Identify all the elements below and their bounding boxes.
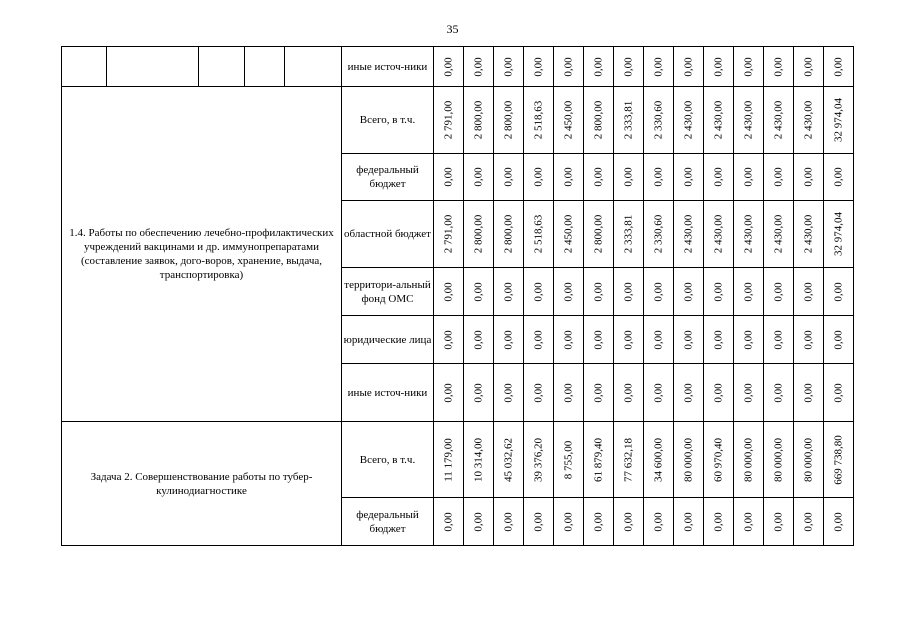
value-cell (554, 201, 584, 268)
value-cell (494, 47, 524, 87)
value-cell (764, 498, 794, 546)
value-text: 0,00 (712, 511, 724, 532)
value-cell (614, 154, 644, 201)
funding-source-label: федеральный бюджет (342, 154, 434, 201)
value-text: 0,00 (832, 281, 844, 302)
value-cell (554, 87, 584, 154)
value-cell (554, 364, 584, 422)
value-cell (494, 87, 524, 154)
value-text: 2 430,00 (712, 100, 724, 140)
value-text: 0,00 (712, 382, 724, 403)
value-cell (824, 201, 854, 268)
value-cell (704, 316, 734, 364)
value-text: 2 800,00 (502, 214, 514, 254)
value-text: 669 738,80 (832, 434, 844, 485)
value-text: 0,00 (772, 511, 784, 532)
value-cell (464, 316, 494, 364)
value-text: 0,00 (592, 329, 604, 350)
value-text: 0,00 (592, 167, 604, 187)
value-cell (584, 201, 614, 268)
value-text: 0,00 (472, 56, 484, 77)
empty-cell (245, 47, 285, 87)
value-text: 2 518,63 (532, 214, 544, 254)
value-text: 80 000,00 (682, 437, 694, 482)
value-cell (674, 87, 704, 154)
value-cell (584, 154, 614, 201)
budget-table (61, 46, 854, 546)
value-text: 2 800,00 (592, 100, 604, 140)
value-cell (584, 422, 614, 498)
value-cell (704, 498, 734, 546)
value-cell (734, 201, 764, 268)
value-text: 0,00 (532, 281, 544, 302)
value-cell (764, 87, 794, 154)
value-cell (524, 422, 554, 498)
value-cell (794, 498, 824, 546)
value-text: 77 632,18 (622, 437, 634, 482)
value-text: 2 430,00 (802, 214, 814, 254)
value-text: 0,00 (502, 56, 514, 77)
value-cell (734, 47, 764, 87)
value-cell (584, 498, 614, 546)
value-text: 2 430,00 (682, 214, 694, 254)
value-text: 2 450,00 (562, 100, 574, 140)
page-number: 35 (446, 22, 459, 36)
value-text: 0,00 (832, 167, 844, 187)
value-text: 0,00 (802, 329, 814, 350)
funding-source-label: Всего, в т.ч. (342, 87, 434, 154)
value-text: 0,00 (532, 511, 544, 532)
value-text: 2 791,00 (442, 214, 454, 254)
value-text: 0,00 (712, 167, 724, 187)
value-text: 0,00 (652, 281, 664, 302)
value-cell (674, 498, 704, 546)
value-cell (584, 316, 614, 364)
value-cell (464, 201, 494, 268)
value-cell (734, 154, 764, 201)
value-text: 0,00 (562, 511, 574, 532)
value-cell (674, 154, 704, 201)
value-text: 60 970,40 (712, 437, 724, 482)
value-cell (644, 87, 674, 154)
value-cell (434, 47, 464, 87)
value-cell (554, 498, 584, 546)
value-text: 0,00 (472, 511, 484, 532)
value-cell (794, 316, 824, 364)
value-text: 0,00 (622, 511, 634, 532)
value-cell (824, 498, 854, 546)
value-cell (824, 47, 854, 87)
value-cell (644, 316, 674, 364)
value-cell (704, 154, 734, 201)
value-text: 0,00 (442, 511, 454, 532)
value-text: 0,00 (832, 382, 844, 403)
funding-source-label: территори-альный фонд ОМС (342, 268, 434, 316)
value-cell (704, 422, 734, 498)
value-cell (524, 87, 554, 154)
value-cell (704, 364, 734, 422)
value-cell (614, 498, 644, 546)
value-cell (614, 201, 644, 268)
value-cell (554, 268, 584, 316)
value-text: 0,00 (652, 511, 664, 532)
value-cell (464, 87, 494, 154)
value-text: 39 376,20 (532, 437, 544, 482)
value-text: 0,00 (712, 329, 724, 350)
value-text: 0,00 (802, 511, 814, 532)
value-text: 0,00 (502, 167, 514, 187)
value-text: 0,00 (682, 511, 694, 532)
value-text: 0,00 (592, 511, 604, 532)
table-row (62, 47, 854, 87)
value-cell (434, 316, 464, 364)
value-text: 0,00 (742, 167, 754, 187)
value-text: 0,00 (442, 56, 454, 77)
value-text: 0,00 (472, 281, 484, 302)
value-text: 0,00 (682, 281, 694, 302)
funding-source-label: областной бюджет (342, 201, 434, 268)
value-cell (434, 268, 464, 316)
value-cell (824, 422, 854, 498)
funding-source-label: Всего, в т.ч. (342, 422, 434, 498)
value-cell (524, 47, 554, 87)
value-cell (464, 47, 494, 87)
value-cell (524, 201, 554, 268)
value-text: 2 330,60 (652, 100, 664, 140)
value-cell (704, 87, 734, 154)
value-text: 0,00 (742, 329, 754, 350)
value-cell (584, 87, 614, 154)
value-text: 32 974,04 (832, 212, 844, 256)
value-cell (674, 201, 704, 268)
value-text: 2 800,00 (472, 214, 484, 254)
value-text: 0,00 (832, 329, 844, 350)
value-cell (464, 364, 494, 422)
value-text: 0,00 (442, 382, 454, 403)
value-text: 0,00 (472, 382, 484, 403)
value-cell (494, 422, 524, 498)
value-text: 0,00 (742, 281, 754, 302)
value-cell (764, 422, 794, 498)
value-text: 2 430,00 (742, 214, 754, 254)
value-text: 0,00 (532, 382, 544, 403)
empty-cell (285, 47, 342, 87)
value-cell (824, 87, 854, 154)
value-text: 0,00 (562, 382, 574, 403)
value-text: 61 879,40 (592, 437, 604, 482)
value-text: 0,00 (562, 329, 574, 350)
value-text: 0,00 (532, 329, 544, 350)
value-text: 2 333,81 (622, 214, 634, 254)
value-cell (794, 154, 824, 201)
value-cell (524, 268, 554, 316)
value-text: 0,00 (622, 56, 634, 77)
value-text: 80 000,00 (772, 437, 784, 482)
value-text: 2 800,00 (472, 100, 484, 140)
value-cell (824, 316, 854, 364)
value-cell (434, 201, 464, 268)
value-cell (494, 316, 524, 364)
value-cell (644, 268, 674, 316)
value-cell (734, 87, 764, 154)
value-text: 0,00 (772, 281, 784, 302)
value-text: 0,00 (712, 56, 724, 77)
value-text: 0,00 (622, 281, 634, 302)
value-cell (764, 364, 794, 422)
value-cell (614, 47, 644, 87)
value-text: 2 430,00 (772, 214, 784, 254)
value-text: 2 430,00 (712, 214, 724, 254)
value-cell (704, 201, 734, 268)
value-cell (554, 154, 584, 201)
value-text: 0,00 (742, 511, 754, 532)
value-text: 0,00 (712, 281, 724, 302)
value-text: 0,00 (742, 382, 754, 403)
value-text: 80 000,00 (802, 437, 814, 482)
value-text: 8 755,00 (562, 440, 574, 479)
table-row (62, 87, 854, 154)
value-text: 0,00 (682, 56, 694, 77)
funding-source-label: юридические лица (342, 316, 434, 364)
value-text: 0,00 (442, 329, 454, 350)
value-text: 0,00 (802, 382, 814, 403)
value-cell (584, 47, 614, 87)
value-cell (764, 268, 794, 316)
value-cell (704, 47, 734, 87)
value-cell (794, 47, 824, 87)
value-cell (794, 364, 824, 422)
value-cell (674, 364, 704, 422)
value-cell (434, 87, 464, 154)
value-cell (764, 47, 794, 87)
value-text: 0,00 (442, 167, 454, 187)
group-description-task-2: Задача 2. Совершенствование работы по тубер-кулинодиагностике (62, 422, 342, 546)
value-text: 10 314,00 (472, 437, 484, 482)
value-cell (644, 498, 674, 546)
value-cell (734, 364, 764, 422)
value-text: 0,00 (742, 56, 754, 77)
value-text: 2 800,00 (502, 100, 514, 140)
value-text: 0,00 (472, 167, 484, 187)
value-text: 0,00 (502, 329, 514, 350)
value-cell (494, 201, 524, 268)
value-cell (614, 316, 644, 364)
value-text: 0,00 (652, 167, 664, 187)
value-cell (494, 498, 524, 546)
value-cell (674, 422, 704, 498)
value-text: 0,00 (772, 329, 784, 350)
value-cell (554, 47, 584, 87)
empty-cell (62, 47, 107, 87)
value-text: 2 430,00 (802, 100, 814, 140)
value-cell (824, 268, 854, 316)
value-text: 0,00 (802, 56, 814, 77)
value-cell (434, 364, 464, 422)
value-cell (644, 422, 674, 498)
value-text: 80 000,00 (742, 437, 754, 482)
value-text: 2 518,63 (532, 100, 544, 140)
value-cell (464, 154, 494, 201)
value-text: 0,00 (772, 56, 784, 77)
value-cell (494, 154, 524, 201)
value-cell (794, 268, 824, 316)
value-cell (554, 316, 584, 364)
value-cell (524, 498, 554, 546)
value-text: 0,00 (622, 382, 634, 403)
value-cell (644, 47, 674, 87)
value-cell (734, 316, 764, 364)
value-text: 0,00 (442, 281, 454, 302)
value-cell (764, 154, 794, 201)
value-cell (734, 268, 764, 316)
value-text: 0,00 (562, 167, 574, 187)
value-cell (644, 154, 674, 201)
value-cell (764, 201, 794, 268)
value-cell (434, 154, 464, 201)
value-text: 0,00 (802, 167, 814, 187)
value-text: 45 032,62 (502, 437, 514, 482)
value-cell (674, 268, 704, 316)
value-cell (524, 154, 554, 201)
value-text: 0,00 (622, 329, 634, 350)
value-cell (614, 364, 644, 422)
value-text: 0,00 (562, 281, 574, 302)
value-text: 32 974,04 (832, 98, 844, 142)
value-cell (734, 422, 764, 498)
value-text: 0,00 (772, 167, 784, 187)
value-text: 0,00 (532, 167, 544, 187)
value-cell (794, 87, 824, 154)
value-text: 2 791,00 (442, 100, 454, 140)
empty-cell (199, 47, 245, 87)
value-cell (464, 498, 494, 546)
value-text: 0,00 (772, 382, 784, 403)
value-cell (764, 316, 794, 364)
value-text: 0,00 (592, 56, 604, 77)
value-text: 0,00 (682, 167, 694, 187)
value-text: 0,00 (652, 382, 664, 403)
value-text: 0,00 (682, 329, 694, 350)
funding-source-label: иные источ-ники (342, 47, 434, 87)
table-row (62, 422, 854, 498)
value-cell (704, 268, 734, 316)
value-text: 0,00 (622, 167, 634, 187)
value-text: 34 600,00 (652, 437, 664, 482)
value-cell (794, 422, 824, 498)
value-text: 2 430,00 (772, 100, 784, 140)
empty-cell (107, 47, 199, 87)
value-text: 0,00 (652, 56, 664, 77)
value-cell (794, 201, 824, 268)
value-cell (434, 498, 464, 546)
value-text: 0,00 (502, 281, 514, 302)
value-cell (614, 87, 644, 154)
value-cell (614, 268, 644, 316)
value-text: 0,00 (562, 56, 574, 77)
value-text: 0,00 (472, 329, 484, 350)
value-text: 2 333,81 (622, 100, 634, 140)
value-text: 0,00 (592, 281, 604, 302)
value-text: 2 430,00 (742, 100, 754, 140)
value-cell (614, 422, 644, 498)
value-cell (554, 422, 584, 498)
value-text: 0,00 (832, 511, 844, 532)
value-text: 2 330,60 (652, 214, 664, 254)
value-text: 2 430,00 (682, 100, 694, 140)
funding-source-label: федеральный бюджет (342, 498, 434, 546)
value-text: 0,00 (802, 281, 814, 302)
value-text: 2 800,00 (592, 214, 604, 254)
value-cell (674, 316, 704, 364)
value-cell (644, 201, 674, 268)
value-text: 0,00 (682, 382, 694, 403)
value-text: 0,00 (652, 329, 664, 350)
value-cell (734, 498, 764, 546)
value-cell (584, 364, 614, 422)
value-cell (524, 364, 554, 422)
value-text: 0,00 (832, 56, 844, 77)
value-cell (434, 422, 464, 498)
value-text: 0,00 (592, 382, 604, 403)
value-cell (464, 268, 494, 316)
value-cell (524, 316, 554, 364)
group-description-1-4: 1.4. Работы по обеспечению лечебно-профилактических учреждений вакцинами и др. иммунопрепаратами (составление заявок, дого-воров, хранение, выдача, транспортировка) (62, 87, 342, 422)
value-text: 0,00 (532, 56, 544, 77)
value-text: 11 179,00 (442, 437, 454, 482)
value-cell (494, 364, 524, 422)
value-cell (494, 268, 524, 316)
funding-source-label: иные источ-ники (342, 364, 434, 422)
value-cell (824, 154, 854, 201)
value-text: 0,00 (502, 382, 514, 403)
value-cell (824, 364, 854, 422)
value-cell (584, 268, 614, 316)
value-cell (464, 422, 494, 498)
value-text: 0,00 (502, 511, 514, 532)
value-cell (644, 364, 674, 422)
value-text: 2 450,00 (562, 214, 574, 254)
value-cell (674, 47, 704, 87)
